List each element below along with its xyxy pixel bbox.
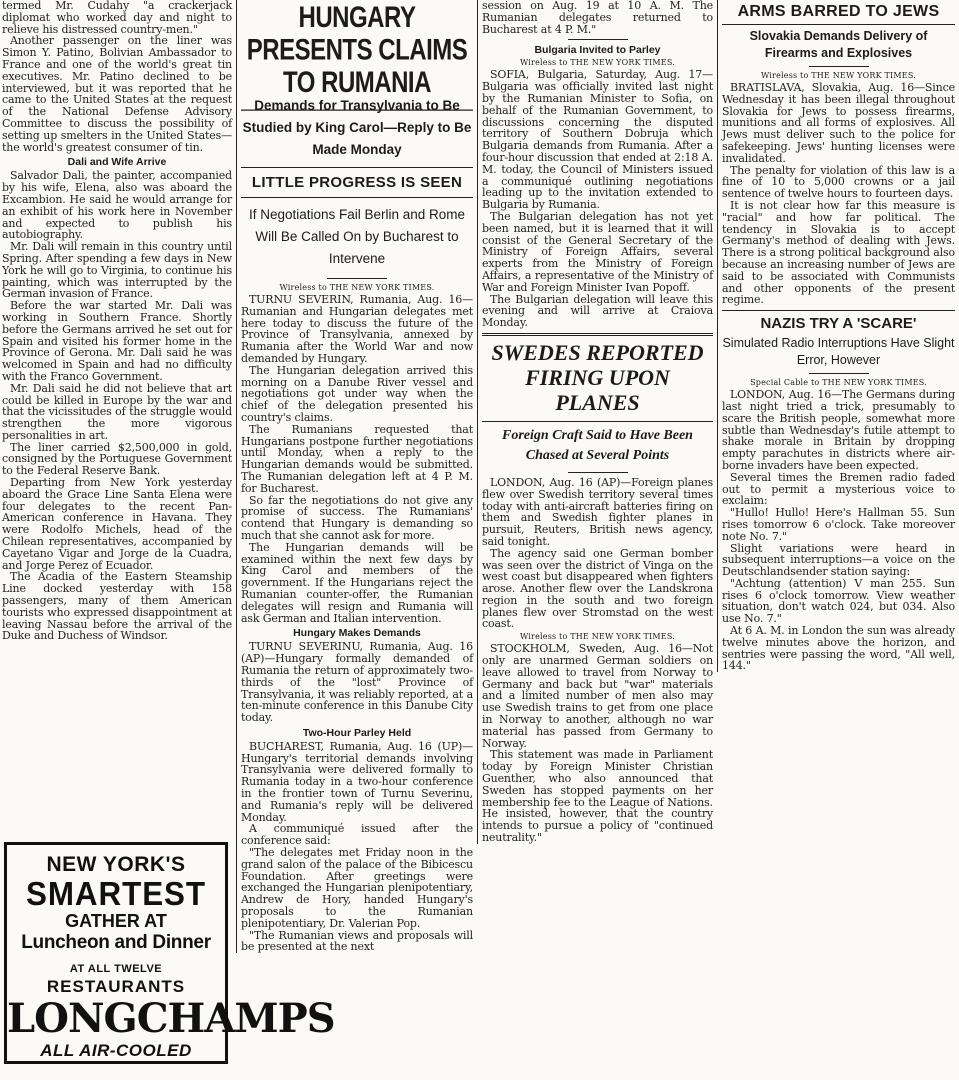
ad-line: Luncheon and Dinner — [21, 932, 211, 953]
headline-swedes: SWEDES REPORTED FIRING UPON PLANES — [482, 340, 713, 422]
article-paragraph: "The Rumanian views and proposals will be presented at the next — [241, 928, 473, 954]
ad-line: SMARTEST — [25, 875, 207, 912]
ad-line: GATHER AT — [65, 911, 167, 931]
article-paragraph: The agency said one German bomber was seen over the district of Vinga on the west coast but disappeared when fighters arose. Another flew over the Landskrona region in the south and two foreign planes flew over Stromstad on the west coast. — [482, 546, 713, 631]
article-paragraph: BUCHAREST, Rumania, Aug. 16 (UP)—Hungary's territorial demands involving Transylvania were delivered formally to Rumania today in a two-hour conference in the frontier town of Turnu Severinu, and Rumania's reply will be delivered Monday. — [241, 739, 473, 824]
article-paragraph: The liner carried $2,500,000 in gold, consigned by the Portuguese Government to the Federal Reserve Bank. — [2, 440, 232, 478]
article-paragraph: Mr. Dali said he did not believe that art could be killed in Europe by the war and that the vicissitudes of the struggle would strengthen the more vigorous personalities in art. — [2, 381, 232, 442]
article-paragraph: At 6 A. M. in London the sun was already twelve minutes above the horizon, and sentries were passing the word, "All well, 144." — [722, 624, 955, 673]
article-paragraph: session on Aug. 19 at 10 A. M. The Rumanian delegates returned to Bucharest at 4 P. M." — [482, 0, 713, 36]
column-2 — [236, 0, 477, 953]
article-paragraph: This statement was made in Parliament today by Foreign Minister Christian Guenther, who also announced that Sweden has stopped payments on her membership fee to the League of Nations. He insisted, however, that the country intends to pursue a policy of "continued neutrality." — [482, 748, 713, 844]
article-paragraph: SOFIA, Bulgaria, Saturday, Aug. 17—Bulgaria was officially invited last night by the Rumanian Minister to Sofia, on behalf of the Rumanian Government, to discussions concerning the disputed territory of Southern Dobruja which Bulgaria demands from Rumania. After a four-hour discussion that ended at 2:18 A. M. today, the Council of Ministers issued a communiqué outlining negotiations leading up to the invitation extended to Bulgaria by Rumania. — [482, 68, 713, 212]
subhead-two-hour-parley: Two-Hour Parley Held — [302, 726, 412, 739]
divider — [809, 373, 869, 374]
article-paragraph: Salvador Dali, the painter, accompanied by his wife, Elena, also was aboard the Excambion. He said he would arrange for an exhibit of his work here in November and expected to publish his autobiography. — [2, 169, 232, 242]
article-paragraph: TURNU SEVERIN, Rumania, Aug. 16—Rumanian and Hungarian delegates met here today to discuss the future of the Province of Transylvania, annexed by Rumania after the World War and now demanded by Hungary. — [241, 293, 473, 365]
article-paragraph: The Bulgarian delegation will leave this evening and will arrive at Craiova Monday. — [482, 292, 713, 330]
article-paragraph: Another passenger on the liner was Simon Y. Patino, Bolivian Ambassador to France and one of the world's great tin executives. Mr. Patino declined to be interviewed, but it was reported that he came to the United States at the request of the National Defense Advisory Committee to discuss the possibility of setting up smelters in the United States—the world's greatest consumer of tin. — [2, 34, 232, 154]
ad-brand: LONGCHAMPS — [7, 995, 335, 1042]
ad-line: NEW YORK'S — [46, 853, 186, 876]
headline-nazis-scare: NAZIS TRY A 'SCARE' — [760, 315, 917, 333]
article-paragraph: Several times the Bremen radio faded out to permit a mysterious voice to exclaim: — [722, 470, 955, 508]
article-paragraph: LONDON, Aug. 16 (AP)—Foreign planes flew over Swedish territory several times today with anti-aircraft batteries firing on them and Swedish fighter planes in pursuit, Reuters, British news agency, said tonight. — [482, 475, 713, 548]
column-3 — [477, 0, 717, 844]
divider — [568, 39, 628, 40]
deck-transylvania: Demands for Transylvania to Be Studied by King Carol—Reply to Be Made Monday — [242, 98, 472, 157]
article-paragraph: It is not clear how far this measure is "racial" and how far political. The tendency in Slovakia is to accept Germany's method of dealing with Jews. There is a strong political background also because an increasing number of Jews are said to be associated with Communists and other opponents of the present regime. — [722, 198, 955, 307]
article-paragraph: A communiqué issued after the conference said: — [241, 822, 473, 848]
divider — [568, 472, 628, 473]
article-paragraph: STOCKHOLM, Sweden, Aug. 16—Not only are unarmed German soldiers on leave allowed to travel from Norway to Germany and back but "war" materials and a limited number of men also may use Swedish trains to get from one place in Norway to another, although no war material has passed from Germany to Norway. — [482, 642, 713, 750]
ad-line: ALL AIR-COOLED — [40, 1041, 192, 1060]
wire-credit: Wireless to THE NEW YORK TIMES. — [520, 632, 675, 642]
article-paragraph: The penalty for violation of this law is a fine of 10 to 5,000 crowns or a jail sentence of twelve hours to fourteen days. — [722, 163, 955, 201]
wire-credit: Wireless to THE NEW YORK TIMES. — [279, 283, 435, 292]
deck-radio: Simulated Radio Interruptions Have Slight Error, However — [722, 336, 955, 368]
wire-credit: Special Cable to THE NEW YORK TIMES. — [750, 378, 927, 388]
wire-credit: Wireless to THE NEW YORK TIMES. — [520, 58, 675, 68]
column-4 — [717, 0, 959, 672]
headline-arms-barred: ARMS BARRED TO JEWS — [722, 3, 955, 25]
deck-foreign-craft: Foreign Craft Said to Have Been Chased at Several Points — [502, 427, 693, 463]
article-paragraph: The Hungarian delegation arrived this morning on a Danube River vessel and negotiations got under way when the chief of the delegation presented his country's claims. — [241, 363, 473, 424]
article-paragraph: Mr. Dali will remain in this country until Spring. After spending a few days in New York he will go to Virginia, to continue his painting, which was interrupted by the German invasion of France. — [2, 240, 232, 301]
deck-little-progress: LITTLE PROGRESS IS SEEN — [241, 167, 473, 198]
article-paragraph: Departing from New York yesterday aboard the Grace Line Santa Elena were four delegates to the recent Pan-American conference in Havana. They were Rodolfo Michels, head of the Chilean representatives, accompanied by Cayetano Vigar and Jorge de la Cuadra, and Jorge Perez of Ecuador. — [2, 476, 232, 572]
subhead-hungary-demands: Hungary Makes Demands — [293, 627, 421, 640]
article-paragraph: The Hungarian demands will be examined within the next few days by King Carol and members of the government. If the Hungarians reject the Rumanian counter-offer, the Rumanian delegates will resign and Rumania will ask German and Italian intervention. — [241, 540, 473, 625]
headline-hungary: HUNGARY PRESENTS CLAIMS TO RUMANIA — [241, 2, 473, 111]
article-paragraph: Before the war started Mr. Dali was working in Southern France. Shortly before the Germans arrived he set out for Spain and visited his former home in the Province of Gerona. Mr. Dali said he was welcomed in Spain and had no difficulty with the Franco Government. — [2, 299, 232, 383]
article-paragraph: TURNU SEVERINU, Rumania, Aug. 16 (AP)—Hungary formally demanded of Rumania the return of approximately two-thirds of the "lost" Province of Transylvania, it was reliably reported, at a ten-minute conference in this Danube City today. — [241, 640, 473, 725]
longchamps-advertisement — [4, 842, 335, 1064]
subhead-bulgaria: Bulgaria Invited to Parley — [534, 44, 661, 57]
subhead-dali: Dali and Wife Arrive — [67, 156, 167, 169]
article-paragraph: So far the negotiations do not give any promise of success. The Rumanians' contend that Hungary is demanding so much that she cannot ask for more. — [241, 493, 473, 542]
column-1 — [0, 0, 236, 642]
deck-slovakia: Slovakia Demands Delivery of Firearms and Explosives — [749, 29, 928, 60]
deck-negotiations: If Negotiations Fail Berlin and Rome Will Be Called On by Bucharest to Intervene — [248, 207, 466, 266]
article-paragraph: The Acadia of the Eastern Steamship Line docked yesterday with 158 passengers, many of them American tourists who expressed disappointment at leaving Nassau before the arrival of the Duke and Duchess of Windsor. — [2, 570, 232, 643]
ad-line: RESTAURANTS — [46, 977, 186, 996]
article-paragraph: "Hullo! Hullo! Here's Hallman 55. Sun rises tomorrow 6 o'clock. Take moreover note No. 7." — [722, 506, 955, 543]
ad-line: AT ALL TWELVE — [69, 963, 163, 975]
article-paragraph: Slight variations were heard in subsequent interruptions—a voice on the Deutschlandsender station saying: — [722, 541, 955, 579]
divider — [722, 310, 955, 311]
article-paragraph: LONDON, Aug. 16—The Germans during last night tried a trick, presumably to scare the British people, somewhat more subtle than Wednesday's futile attempt to shake morale in Britain by dropping empty parachutes in districts where air-borne invaders have been expected. — [722, 388, 955, 472]
article-paragraph: BRATISLAVA, Slovakia, Aug. 16—Since Wednesday it has been illegal throughout Slovakia for Jews to possess firearms, munitions and all forms of explosives. All Jews must deliver such to the police for safekeeping. Jews' hunting licenses were invalidated. — [722, 81, 955, 165]
article-paragraph: "Achtung (attention) V man 255. Sun rises 6 o'clock tomorrow. View weather situation, don't watch 024, but 034. Also use No. 7." — [722, 576, 955, 626]
article-paragraph: "The delegates met Friday noon in the grand salon of the palace of the Bibicescu Foundation. After greetings were exchanged the Hungarian plenipotentiary, Andrew de Hory, handed Hungary's proposals to the Rumanian plenipotentiary, Dr. Valerian Pop. — [241, 846, 473, 930]
article-paragraph: termed Mr. Cudahy "a crackerjack diplomat who worked day and night to relieve his distressed country-men." — [2, 0, 232, 36]
divider — [482, 333, 713, 336]
article-paragraph: The Rumanians requested that Hungarians postpone further negotiations until Monday, when a reply to the Hungarian demands would be submitted. The Rumanian delegation left at 4 P. M. for Bucharest. — [241, 422, 473, 495]
article-paragraph: The Bulgarian delegation has not yet been named, but it is learned that it will consist of the General Secretary of the Ministry of Foreign Affairs, several experts from the Ministry of Foreign Affairs, a representative of the Ministry of War and Foreign Minister Ivan Popoff. — [482, 209, 713, 294]
divider — [327, 278, 387, 279]
wire-credit: Wireless to THE NEW YORK TIMES. — [761, 71, 916, 80]
divider — [809, 66, 869, 67]
